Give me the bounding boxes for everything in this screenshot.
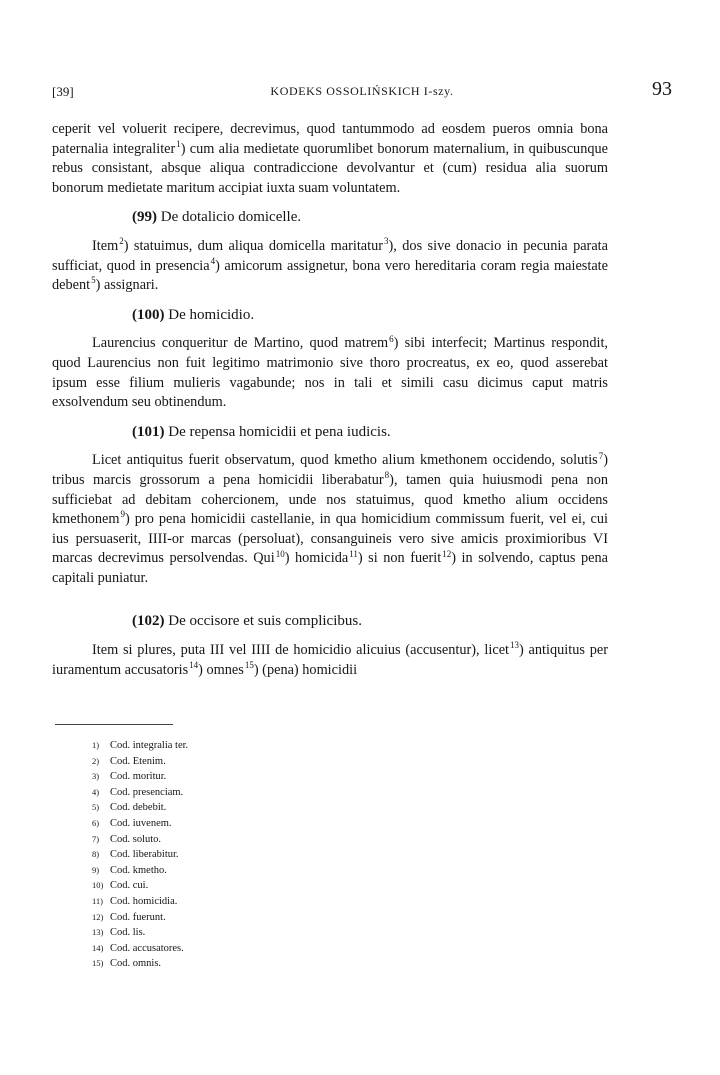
footnote-ref: 1 [176, 138, 181, 149]
page-number: 93 [652, 78, 672, 100]
footnote-ref: 2 [119, 236, 124, 247]
text-run: pro pena homicidii castellanie, in qua homicidium commissum fuerit, vel ei, cui ius persuaserit, IIII-or marcas (persoluat), consanguineis vero sive amicis proximioribus VI marcas decrevimus persolvendas. Qui [52, 511, 608, 567]
section-number: (102) [132, 613, 165, 630]
footnote-text: Cod. liberabitur. [110, 849, 179, 861]
footnote [92, 738, 188, 754]
footnote [92, 816, 188, 832]
footnote-ref: 12 [442, 548, 452, 559]
footnote-mark: 11) [92, 895, 104, 906]
footnote-ref: 11 [349, 548, 358, 559]
footnote [92, 894, 188, 910]
text-run: , tamen quia huiusmodi pena non sufficiebat ad debitam cohercionem, unde nos statuimus, quod kmetho alium occidens kmethonem [52, 471, 609, 528]
footnote-ref: 10 [275, 548, 285, 559]
text-run: si non fuerit [362, 550, 442, 567]
footnote-ref: 5 [91, 275, 96, 286]
footnote-mark: 2) [92, 755, 100, 766]
footnote [92, 910, 188, 926]
footnote-mark: 12) [92, 911, 104, 922]
footnote-text: Cod. fuerunt. [110, 911, 166, 923]
text-run: Licet antiquitus fuerit observatum, quod kmetho alium kmethonem occidendo, solutis [92, 452, 598, 469]
footnote-text: Cod. accusatores. [110, 942, 184, 954]
footnote-ref: 7 [598, 450, 604, 461]
text-run: tribus marcis grossorum a pena homicidii liberabatur [52, 471, 384, 488]
footnote-rule [55, 724, 173, 725]
footnote [92, 863, 188, 879]
footnote-text: Cod. integralia ter. [110, 740, 189, 751]
text-run: assignari. [100, 277, 159, 294]
text-run: , dos sive donacio in pecunia parata sufficiat, quod in presencia [52, 237, 608, 274]
bracket-page-ref: [39] [52, 84, 74, 99]
footnote-mark: 6) [92, 817, 100, 828]
text-run: ceperit vel voluerit recipere, decrevimus, quod tantummodo ad eosdem pueros omnia bona paternalia integraliter [52, 121, 608, 157]
footnote [92, 847, 188, 863]
text-run: statuimus, dum aliqua domicella maritatur [128, 237, 384, 254]
section-title: De repensa homicidii et pena iudicis. [168, 423, 391, 440]
text-run: sibi interfecit; Martinus respondit, quod Laurencius non fuit legitimo matrimonio sive thoro procreatus, ex eo, quod asserebat ipsum esse filium mulieris vagabunde; nos in tali et simili casu dicimus caput matris exsolvendum seu obtinendum. [52, 335, 608, 411]
footnote-ref: 6 [389, 333, 394, 344]
footnote-text: Cod. omnis. [110, 958, 162, 970]
footnote-text: Cod. presenciam. [110, 786, 184, 798]
paragraph: Item si plures, puta III vel IIII de homicidio alicuius (accusentur), licet$^{13}$) antiquitus per iuramentum accusatoris$^{14}$) omnes$^{15}$) (pena) homicidii [52, 640, 608, 678]
text-run: amicorum assignetur, bona vero hereditaria coram regia maiestate debent [52, 257, 608, 294]
footnote-mark: 4) [92, 786, 100, 797]
text-run: Laurencius conqueritur de Martino, quod matrem [92, 335, 389, 352]
text-run: cum alia medietate quorumlibet bonorum maternalium, in quibuscunque rebus consistant, absque aliqua contradiccione devolvantur et (cum) residua alia suorum bonorum medietate maritum accipiat iuxta suam voluntatem. [52, 140, 608, 196]
text-run: Item [92, 237, 119, 254]
paragraph: Item$^2$) statuimus, dum aliqua domicella maritatur$^3$), dos sive donacio in pecunia parata sufficiat, quod in presencia$^4$) amicorum assignetur, bona vero hereditaria coram regia maiestate debent$^5$) assignari. [52, 236, 608, 294]
main-text [52, 120, 608, 680]
footnote-ref: 3 [384, 236, 389, 247]
running-header [52, 74, 672, 104]
footnote-ref: 15 [244, 659, 254, 670]
footnote-ref: 13 [510, 640, 520, 651]
footnote-mark: 13) [92, 927, 104, 938]
text-run: homicida [289, 550, 349, 567]
section-number: (101) [132, 423, 165, 440]
footnote-text: Cod. debebit. [110, 802, 167, 814]
section-heading [52, 612, 608, 632]
running-title: KODEKS OSSOLIŃSKICH I-szy. [270, 84, 454, 98]
footnote-text: Cod. cui. [110, 880, 149, 892]
footnote-mark: 7) [92, 833, 100, 844]
footnote [92, 769, 188, 785]
footnote [92, 956, 188, 972]
footnote [92, 785, 188, 801]
footnote-ref: 14 [189, 659, 199, 670]
spacer [52, 588, 608, 602]
text-run: in solvendo, captus pena capitali puniatur. [52, 550, 608, 586]
footnote-mark: 5) [92, 802, 100, 813]
footnote-ref: 8 [384, 470, 390, 481]
paragraph: Laurencius conqueritur de Martino, quod matrem$^6$) sibi interfecit; Martinus respondit, quod Laurencius non fuit legitimo matrimonio sive thoro procreatus, ex eo, quod asserebat ipsum esse filium mulieris vagabunde; nos in tali et simili casu dicimus caput matris exsolvendum seu obtinendum. [52, 333, 608, 411]
footnote-text: Cod. Etenim. [110, 755, 166, 767]
footnote-ref: 4 [210, 255, 216, 266]
section-number: (100) [132, 306, 165, 323]
footnote [92, 941, 188, 957]
footnote [92, 878, 188, 894]
footnote-text: Cod. iuvenem. [110, 817, 172, 829]
footnote-mark: 8) [92, 849, 100, 860]
footnote-mark: 9) [92, 864, 100, 875]
footnote-mark: 1) [92, 740, 100, 750]
footnote-text: Cod. moritur. [110, 771, 167, 783]
footnote-mark: 14) [92, 942, 104, 953]
footnote [92, 800, 188, 816]
text-run: omnes [202, 661, 244, 678]
section-title: De dotalicio domicelle. [160, 209, 302, 226]
section-heading [52, 208, 608, 228]
footnote-mark: 15) [92, 958, 104, 969]
section-title: De occisore et suis complicibus. [168, 613, 362, 630]
section-number: (99) [132, 209, 157, 226]
footnotes [92, 738, 188, 972]
section-heading [52, 306, 608, 326]
footnote-text: Cod. soluto. [110, 833, 162, 845]
footnote [92, 925, 188, 941]
footnote-text: Cod. kmetho. [110, 864, 167, 876]
footnote-mark: 10) [92, 880, 104, 891]
section-title: De homicidio. [168, 306, 255, 323]
footnote [92, 832, 188, 848]
paragraph: Licet antiquitus fuerit observatum, quod kmetho alium kmethonem occidendo, solutis$^7$) tribus marcis grossorum a pena homicidii liberabatur$^8$), tamen quia huiusmodi pena non sufficiebat ad debitam cohercionem, unde nos statuimus, quod kmetho alium occidens kmethonem$^9$) pro pena homicidii castellanie, in qua homicidium commissum fuerit, vel ei, cui ius persuaserit, IIII-or marcas (persoluat), consanguineis vero sive amicis proximioribus VI marcas decrevimus persolvendas. Qui$^{10}$) homicida$^{11}$) si non fuerit$^{12}$) in solvendo, captus pena capitali puniatur. [52, 450, 609, 586]
text-run: Item si plures, puta III vel IIII de homicidio alicuius (accusentur), licet [92, 642, 510, 659]
footnote [92, 754, 188, 770]
text-run: (pena) homicidii [258, 661, 358, 678]
text-run: antiquitus per iuramentum accusatoris [52, 642, 608, 678]
footnote-text: Cod. lis. [110, 927, 146, 939]
section-heading [52, 423, 608, 443]
footnote-text: Cod. homicidia. [110, 895, 178, 907]
footnote-mark: 3) [92, 771, 100, 782]
footnote-ref: 9 [120, 509, 125, 520]
paragraph: ceperit vel voluerit recipere, decrevimus, quod tantummodo ad eosdem pueros omnia bona paternalia integraliter$^1$) cum alia medietate quorumlibet bonorum maternalium, in quibuscunque rebus consistant, absque aliqua contradiccione devolvantur et (cum) residua alia suorum bonorum medietate maritum accipiat iuxta suam voluntatem. [52, 121, 608, 196]
